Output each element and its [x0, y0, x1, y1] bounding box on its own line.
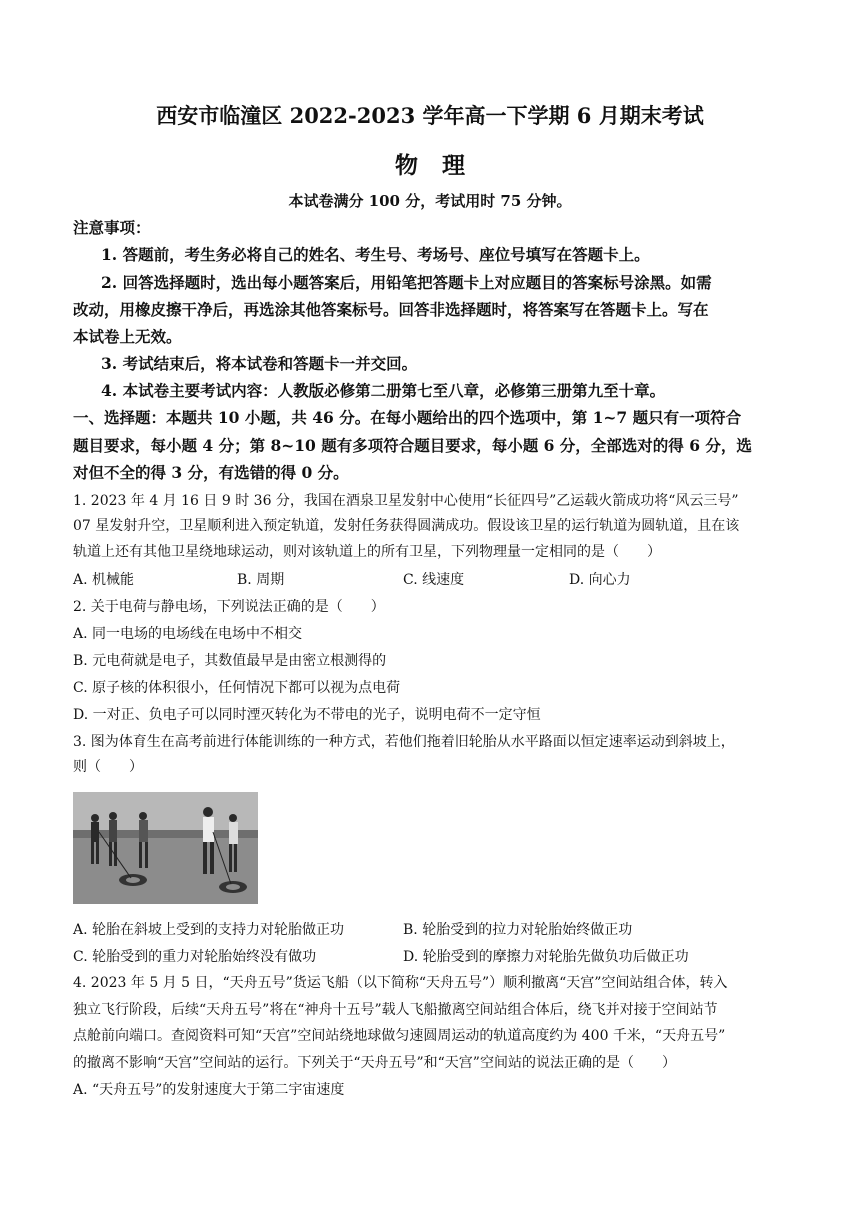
- option-c: C. 原子核的体积很小，任何情况下都可以视为点电荷: [73, 680, 401, 696]
- option-d: D. 向心力: [569, 572, 631, 588]
- notice-item: 改动，用橡皮擦干净后，再选涂其他答案标号。回答非选择题时，将答案写在答题卡上。写在: [73, 300, 709, 319]
- question-4-stem: 点舱前向端口。查阅资料可知“天宫”空间站绕地球做匀速圆周运动的轨道高度约为 400 千米，“天舟五号”: [73, 1028, 726, 1044]
- score-info: 本试卷满分 100 分，考试用时 75 分钟。: [288, 192, 572, 210]
- tire-dragging-illustration: [73, 792, 258, 904]
- notice-item: 本试卷上无效。: [73, 327, 182, 346]
- question-3-stem: 3. 图为体育生在高考前进行体能训练的一种方式，若他们拖着旧轮胎从水平路面以恒定速率运动到斜坡上，: [73, 734, 735, 750]
- question-1-stem: 07 星发射升空，卫星顺利进入预定轨道，发射任务获得圆满成功。假设该卫星的运行轨道为圆轨道，且在该: [73, 518, 740, 534]
- question-4-stem: 的撤离不影响“天宫”空间站的运行。下列关于“天舟五号”和“天宫”空间站的说法正确的是（ ）: [73, 1055, 676, 1071]
- question-1-stem: 1. 2023 年 4 月 16 日 9 时 36 分，我国在酒泉卫星发射中心使用“长征四号”乙运载火箭成功将“风云三号”: [73, 493, 739, 509]
- option-b: B. 轮胎受到的拉力对轮胎始终做正功: [403, 922, 633, 938]
- question-3-stem: 则（ ）: [73, 759, 143, 775]
- question-4-stem: 独立飞行阶段，后续“天舟五号”将在“神舟十五号”载人飞船撤离空间站组合体后，绕飞并对接于空间站节: [73, 1002, 718, 1018]
- notice-item: 3. 考试结束后，将本试卷和答题卡一并交回。: [101, 354, 418, 373]
- question-1-stem: 轨道上还有其他卫星绕地球运动，则对该轨道上的所有卫星，下列物理量一定相同的是（ ）: [73, 544, 661, 560]
- section-instruction: 题目要求，每小题 4 分；第 8~10 题有多项符合题目要求，每小题 6 分，全部选对的得 6 分，选: [73, 436, 752, 455]
- notice-heading: 注意事项：: [73, 218, 151, 237]
- option-c: C. 轮胎受到的重力对轮胎始终没有做功: [73, 949, 317, 965]
- training-photo: [73, 792, 258, 904]
- notice-item: 4. 本试卷主要考试内容：人教版必修第二册第七至八章，必修第三册第九至十章。: [101, 381, 666, 400]
- subject-char: 理: [442, 152, 465, 179]
- notice-item: 1. 答题前，考生务必将自己的姓名、考生号、考场号、座位号填写在答题卡上。: [101, 245, 650, 264]
- option-c: C. 线速度: [403, 572, 465, 588]
- option-a: A. 机械能: [73, 572, 135, 588]
- exam-title: 西安市临潼区 2022-2023 学年高一下学期 6 月期末考试: [156, 103, 704, 128]
- option-a: A. “天舟五号”的发射速度大于第二宇宙速度: [73, 1082, 345, 1098]
- subject-char: 物: [395, 152, 418, 179]
- option-b: B. 元电荷就是电子，其数值最早是由密立根测得的: [73, 653, 387, 669]
- option-b: B. 周期: [237, 572, 285, 588]
- option-a: A. 轮胎在斜坡上受到的支持力对轮胎做正功: [73, 922, 345, 938]
- question-4-stem: 4. 2023 年 5 月 5 日，“天舟五号”货运飞船（以下简称“天舟五号”）顺利撤离“天宫”空间站组合体，转入: [73, 975, 728, 991]
- section-instruction: 对但不全的得 3 分，有选错的得 0 分。: [73, 463, 349, 482]
- notice-item: 2. 回答选择题时，选出每小题答案后，用铅笔把答题卡上对应题目的答案标号涂黑。如需: [101, 273, 712, 292]
- subject-title: [0, 147, 860, 180]
- option-d: D. 轮胎受到的摩擦力对轮胎先做负功后做正功: [403, 949, 689, 965]
- question-2-stem: 2. 关于电荷与静电场，下列说法正确的是（ ）: [73, 599, 385, 615]
- option-a: A. 同一电场的电场线在电场中不相交: [73, 626, 303, 642]
- section-instruction: 一、选择题：本题共 10 小题，共 46 分。在每小题给出的四个选项中，第 1~7 题只有一项符合: [73, 408, 742, 427]
- option-d: D. 一对正、负电子可以同时湮灭转化为不带电的光子，说明电荷不一定守恒: [73, 707, 541, 723]
